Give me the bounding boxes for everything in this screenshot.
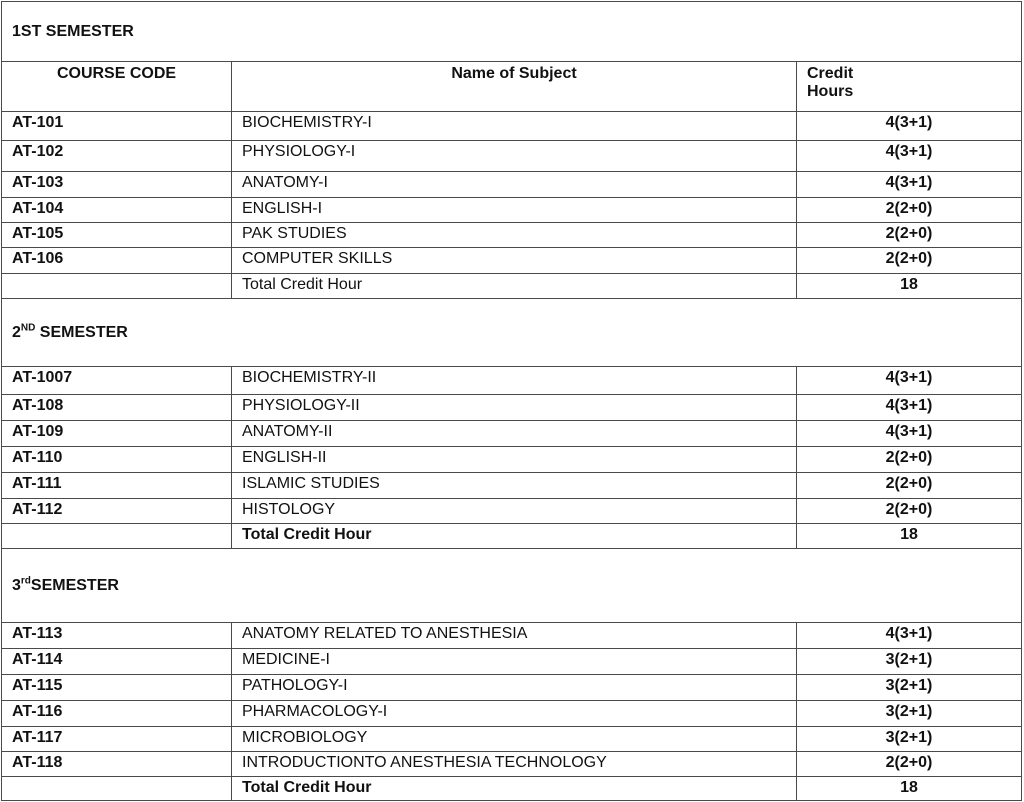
course-code: AT-117 (2, 727, 232, 752)
empty-cell (2, 777, 232, 801)
table-row (2, 447, 1022, 473)
empty-cell (2, 524, 232, 549)
credit-hours: 3(2+1) (797, 701, 1022, 727)
table-row (2, 473, 1022, 499)
credit-hours: 4(3+1) (797, 112, 1022, 141)
table-row (2, 141, 1022, 172)
course-code: AT-112 (2, 499, 232, 524)
credit-hours: 4(3+1) (797, 421, 1022, 447)
table-row (2, 112, 1022, 141)
total-credit-value: 18 (797, 274, 1022, 299)
credit-hours: 4(3+1) (797, 141, 1022, 172)
semester-3-heading-row (2, 549, 1022, 623)
course-code: AT-114 (2, 649, 232, 675)
subject-name: ENGLISH-I (232, 198, 797, 223)
course-code: AT-115 (2, 675, 232, 701)
total-credit-label: Total Credit Hour (232, 777, 797, 801)
course-code: AT-102 (2, 141, 232, 172)
table-row (2, 172, 1022, 198)
course-code: AT-106 (2, 248, 232, 274)
subject-name: PAK STUDIES (232, 223, 797, 248)
course-code: AT-104 (2, 198, 232, 223)
table-row (2, 248, 1022, 274)
subject-name: ANATOMY-I (232, 172, 797, 198)
curriculum-table (1, 1, 1022, 801)
credit-hours: 3(2+1) (797, 727, 1022, 752)
credit-hours: 2(2+0) (797, 198, 1022, 223)
semester-2-heading-row (2, 299, 1022, 367)
subject-name-header: Name of Subject (232, 62, 797, 112)
subject-name: INTRODUCTIONTO ANESTHESIA TECHNOLOGY (232, 752, 797, 777)
credit-hours: 4(3+1) (797, 367, 1022, 395)
semester-2-title: 2ND SEMESTER (2, 299, 1022, 367)
table-row (2, 675, 1022, 701)
course-code-header: COURSE CODE (2, 62, 232, 112)
subject-name: PHYSIOLOGY-I (232, 141, 797, 172)
course-code: AT-110 (2, 447, 232, 473)
course-code: AT-1007 (2, 367, 232, 395)
subject-name: PHARMACOLOGY-I (232, 701, 797, 727)
credit-hours: 2(2+0) (797, 248, 1022, 274)
credit-hours: 2(2+0) (797, 473, 1022, 499)
semester-3-title: 3rdSEMESTER (2, 549, 1022, 623)
credit-hours: 3(2+1) (797, 675, 1022, 701)
subject-name: MICROBIOLOGY (232, 727, 797, 752)
table-row (2, 649, 1022, 675)
total-row (2, 524, 1022, 549)
course-code: AT-113 (2, 623, 232, 649)
table-row (2, 499, 1022, 524)
credit-hours: 3(2+1) (797, 649, 1022, 675)
course-code: AT-116 (2, 701, 232, 727)
course-code: AT-105 (2, 223, 232, 248)
subject-name: ISLAMIC STUDIES (232, 473, 797, 499)
credit-hours: 4(3+1) (797, 395, 1022, 421)
subject-name: MEDICINE-I (232, 649, 797, 675)
semester-1-heading-row (2, 2, 1022, 62)
credit-hours: 2(2+0) (797, 752, 1022, 777)
total-credit-value: 18 (797, 777, 1022, 801)
subject-name: PHYSIOLOGY-II (232, 395, 797, 421)
subject-name: COMPUTER SKILLS (232, 248, 797, 274)
table-row (2, 623, 1022, 649)
table-row (2, 367, 1022, 395)
subject-name: ENGLISH-II (232, 447, 797, 473)
credit-hours-header: Credit Hours (797, 62, 1022, 112)
course-code: AT-108 (2, 395, 232, 421)
total-credit-value: 18 (797, 524, 1022, 549)
semester-1-title: 1ST SEMESTER (2, 2, 1022, 62)
total-credit-label: Total Credit Hour (232, 524, 797, 549)
course-code: AT-101 (2, 112, 232, 141)
table-row (2, 198, 1022, 223)
table-row (2, 701, 1022, 727)
subject-name: ANATOMY-II (232, 421, 797, 447)
credit-hours: 2(2+0) (797, 223, 1022, 248)
table-row (2, 395, 1022, 421)
total-row (2, 274, 1022, 299)
total-row (2, 777, 1022, 801)
subject-name: HISTOLOGY (232, 499, 797, 524)
table-row (2, 752, 1022, 777)
subject-name: BIOCHEMISTRY-I (232, 112, 797, 141)
column-header-row (2, 62, 1022, 112)
credit-hours: 2(2+0) (797, 447, 1022, 473)
course-code: AT-103 (2, 172, 232, 198)
credit-hours: 4(3+1) (797, 172, 1022, 198)
course-code: AT-111 (2, 473, 232, 499)
table-row (2, 421, 1022, 447)
subject-name: PATHOLOGY-I (232, 675, 797, 701)
subject-name: BIOCHEMISTRY-II (232, 367, 797, 395)
credit-hours: 2(2+0) (797, 499, 1022, 524)
table-row (2, 727, 1022, 752)
subject-name: ANATOMY RELATED TO ANESTHESIA (232, 623, 797, 649)
empty-cell (2, 274, 232, 299)
course-code: AT-109 (2, 421, 232, 447)
course-code: AT-118 (2, 752, 232, 777)
total-credit-label: Total Credit Hour (232, 274, 797, 299)
table-row (2, 223, 1022, 248)
credit-hours: 4(3+1) (797, 623, 1022, 649)
